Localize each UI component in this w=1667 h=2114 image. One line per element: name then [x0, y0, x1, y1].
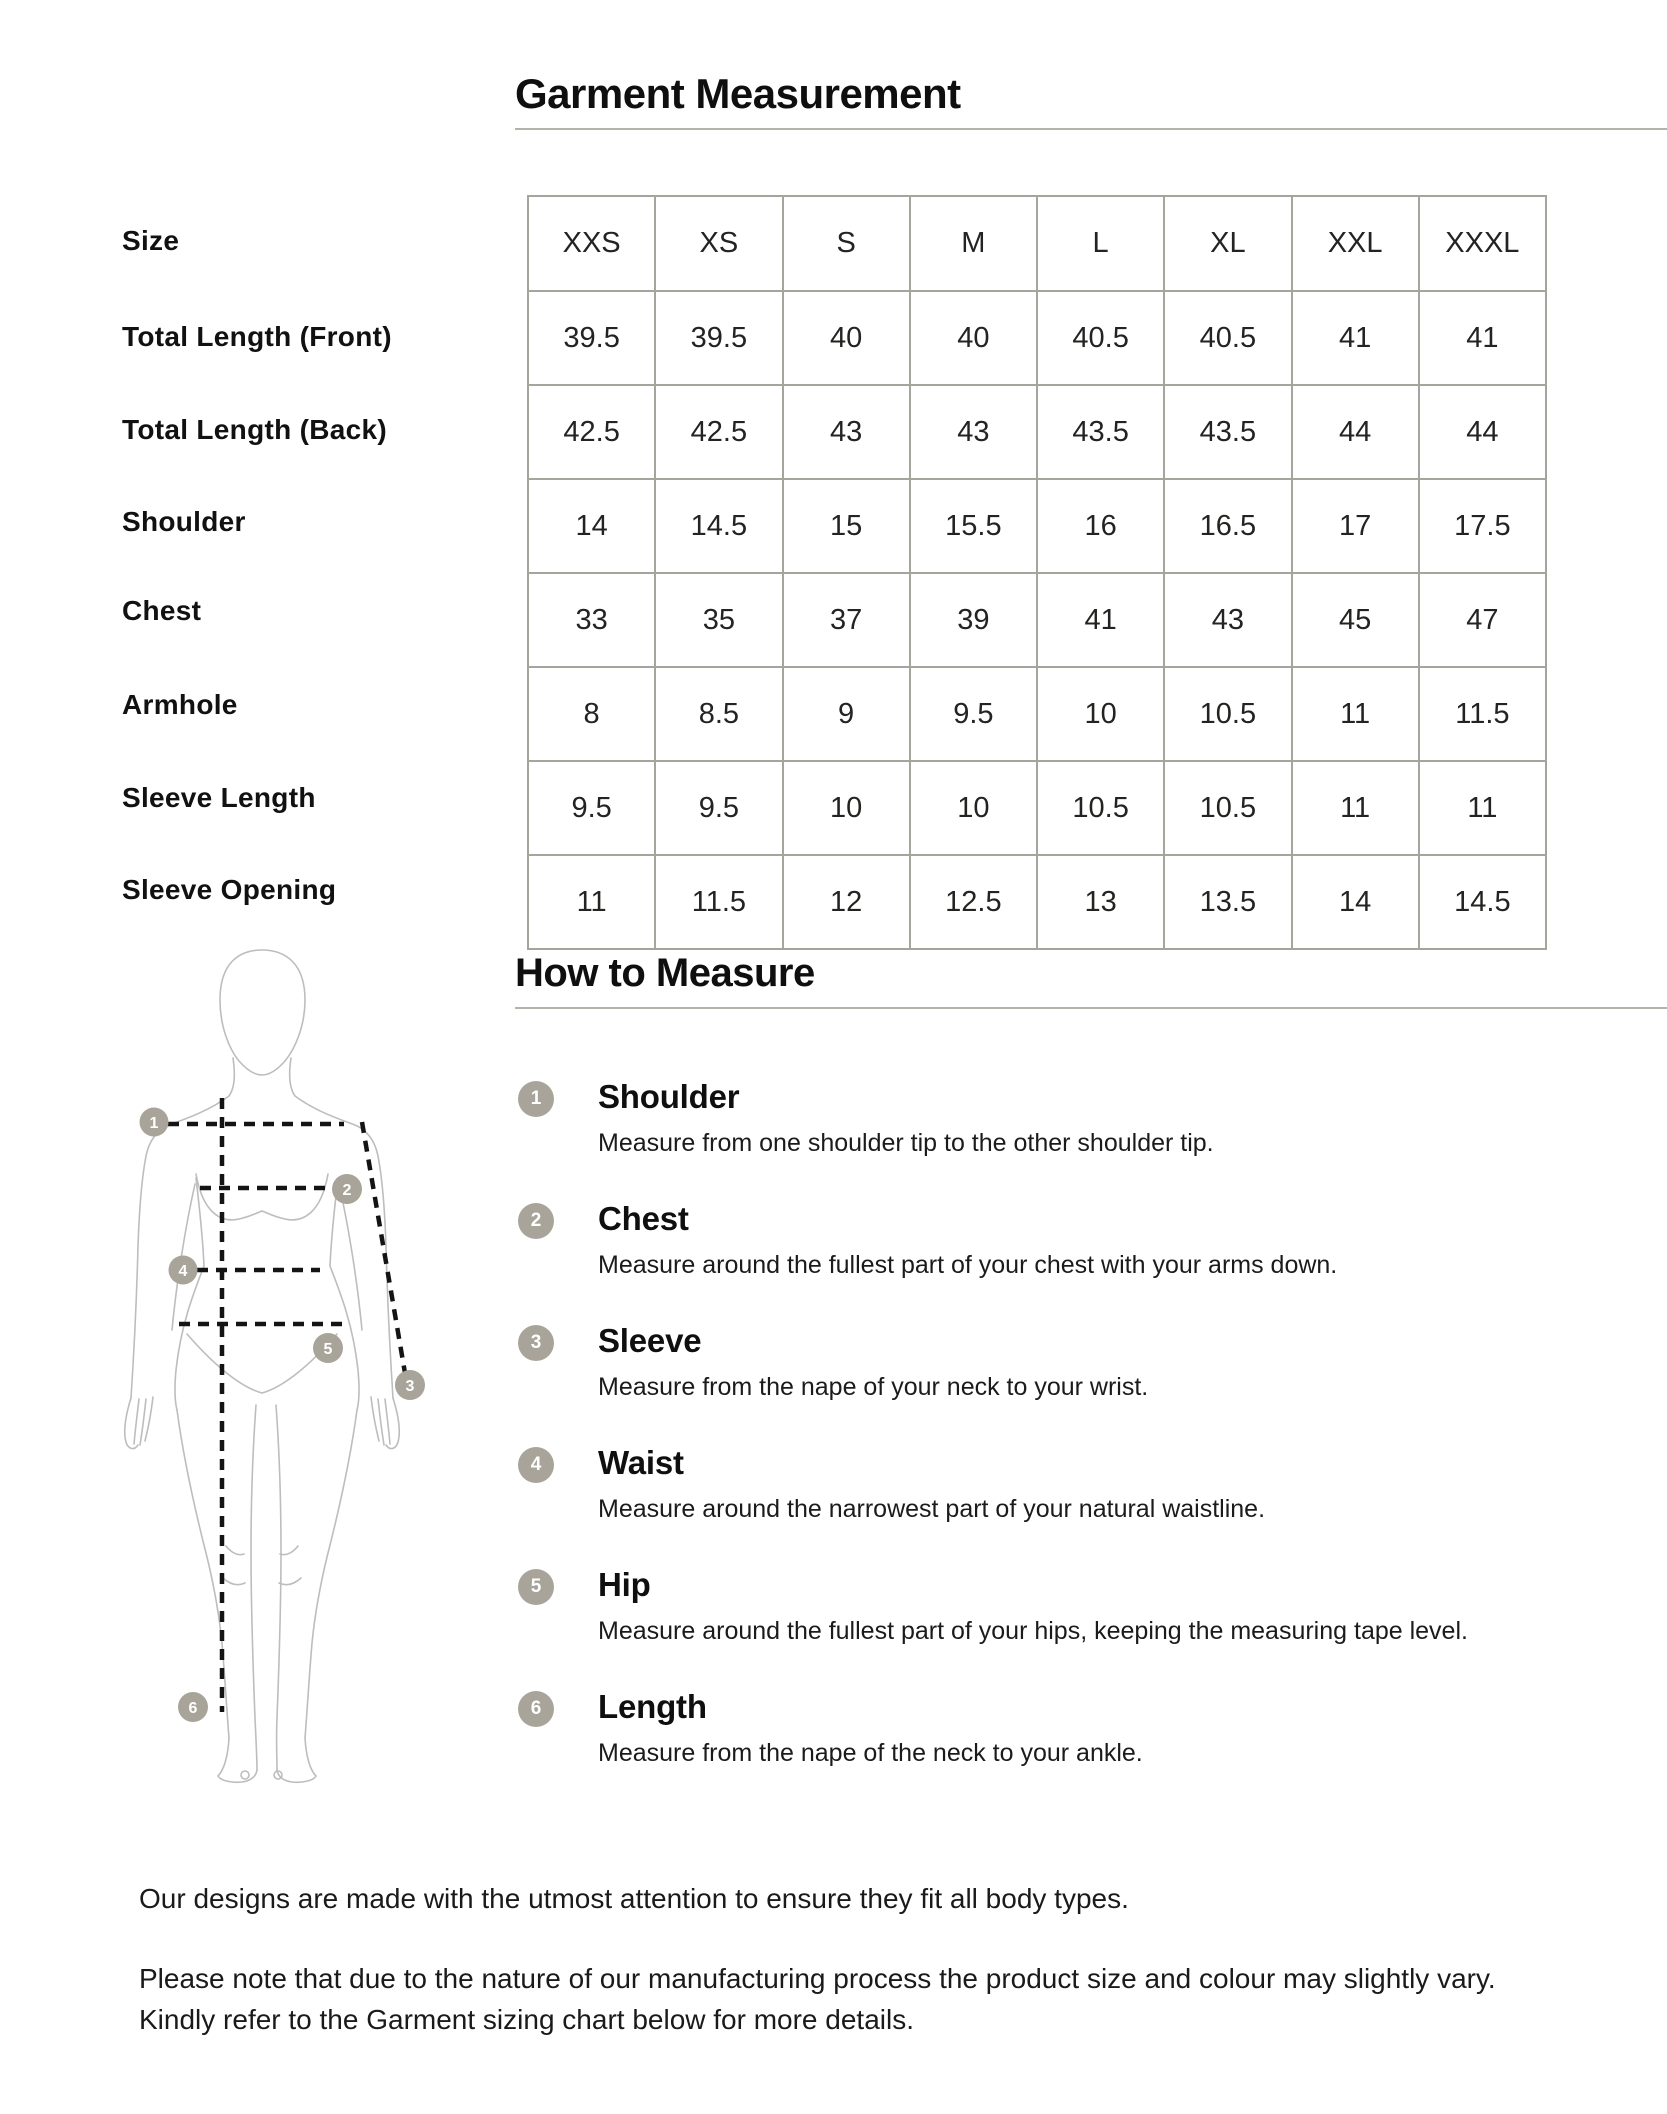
size-cell: 45	[1292, 573, 1419, 667]
size-row-label: Size	[122, 225, 180, 256]
size-cell: 14.5	[655, 479, 782, 573]
size-column-header: M	[910, 196, 1037, 291]
item-description: Measure around the fullest part of your chest with your arms down.	[598, 1251, 1338, 1279]
size-cell: 11	[1419, 761, 1546, 855]
size-cell: 9.5	[655, 761, 782, 855]
svg-text:3: 3	[405, 1378, 415, 1395]
size-column-header: L	[1037, 196, 1164, 291]
body-measurement-diagram	[90, 930, 450, 1800]
size-column-header: XXL	[1292, 196, 1419, 291]
size-column-header: XXXL	[1419, 196, 1546, 291]
size-cell: 43	[783, 385, 910, 479]
measurement-dashed-lines	[168, 1098, 405, 1712]
measure-item	[518, 1688, 1143, 1768]
size-cell: 17.5	[1419, 479, 1546, 573]
size-cell: 11	[1292, 667, 1419, 761]
footer-note-2: Please note that due to the nature of our manufacturing process the product size and colour may slightly vary.	[139, 1963, 1496, 1994]
size-cell: 13	[1037, 855, 1164, 949]
item-title: Length	[598, 1688, 707, 1725]
size-row	[528, 573, 1546, 667]
size-cell: 9.5	[528, 761, 655, 855]
size-row-label: Chest	[122, 595, 202, 626]
item-description: Measure from one shoulder tip to the other shoulder tip.	[598, 1129, 1214, 1157]
item-description: Measure from the nape of your neck to your wrist.	[598, 1373, 1149, 1401]
item-description: Measure from the nape of the neck to your ankle.	[598, 1739, 1143, 1767]
size-cell: 15	[783, 479, 910, 573]
size-cell: 12.5	[910, 855, 1037, 949]
measure-item	[518, 1444, 1265, 1524]
item-number-badge: 1	[518, 1081, 554, 1117]
size-cell: 42.5	[528, 385, 655, 479]
size-cell: 12	[783, 855, 910, 949]
how-to-measure-title: How to Measure	[515, 951, 815, 995]
size-cell: 10	[783, 761, 910, 855]
svg-text:4: 4	[178, 1263, 188, 1280]
size-cell: 43.5	[1164, 385, 1291, 479]
size-cell: 44	[1292, 385, 1419, 479]
size-cell: 11.5	[1419, 667, 1546, 761]
size-column-header: XL	[1164, 196, 1291, 291]
size-row-label: Sleeve Length	[122, 782, 316, 813]
size-cell: 39	[910, 573, 1037, 667]
item-number-badge: 3	[518, 1325, 554, 1361]
figure-badge-4	[169, 1256, 198, 1285]
size-column-header: XXS	[528, 196, 655, 291]
size-row	[528, 667, 1546, 761]
size-cell: 10	[1037, 667, 1164, 761]
figure-badge-5	[313, 1333, 343, 1363]
item-number-badge: 5	[518, 1569, 554, 1605]
item-title: Shoulder	[598, 1078, 740, 1115]
size-cell: 43.5	[1037, 385, 1164, 479]
item-number-badge: 2	[518, 1203, 554, 1239]
size-row-label: Sleeve Opening	[122, 874, 337, 905]
size-row-label: Armhole	[122, 689, 238, 720]
figure-badge-6	[178, 1692, 208, 1722]
size-cell: 44	[1419, 385, 1546, 479]
size-cell: 13.5	[1164, 855, 1291, 949]
size-column-header: XS	[655, 196, 782, 291]
size-cell: 14	[1292, 855, 1419, 949]
item-title: Hip	[598, 1566, 651, 1603]
size-cell: 35	[655, 573, 782, 667]
size-cell: 40.5	[1164, 291, 1291, 385]
size-row	[528, 761, 1546, 855]
item-title: Waist	[598, 1444, 684, 1481]
page-title: Garment Measurement	[515, 70, 961, 117]
svg-text:5: 5	[323, 1341, 333, 1358]
size-cell: 8.5	[655, 667, 782, 761]
size-cell: 10.5	[1164, 761, 1291, 855]
size-cell: 11.5	[655, 855, 782, 949]
item-description: Measure around the fullest part of your hips, keeping the measuring tape level.	[598, 1617, 1468, 1645]
how-to-divider	[515, 1007, 1667, 1009]
size-cell: 11	[528, 855, 655, 949]
body-outline	[125, 950, 399, 1782]
size-cell: 15.5	[910, 479, 1037, 573]
footer-note-1: Our designs are made with the utmost attention to ensure they fit all body types.	[139, 1883, 1129, 1914]
size-cell: 47	[1419, 573, 1546, 667]
size-row	[528, 291, 1546, 385]
size-cell: 37	[783, 573, 910, 667]
size-row	[528, 479, 1546, 573]
size-cell: 10.5	[1164, 667, 1291, 761]
item-title: Sleeve	[598, 1322, 702, 1359]
size-cell: 43	[910, 385, 1037, 479]
size-cell: 10	[910, 761, 1037, 855]
measure-item	[518, 1322, 1148, 1402]
size-cell: 39.5	[655, 291, 782, 385]
size-cell: 16.5	[1164, 479, 1291, 573]
size-cell: 41	[1419, 291, 1546, 385]
size-cell: 43	[1164, 573, 1291, 667]
size-cell: 9.5	[910, 667, 1037, 761]
size-cell: 40	[910, 291, 1037, 385]
size-cell: 40	[783, 291, 910, 385]
size-cell: 39.5	[528, 291, 655, 385]
size-cell: 41	[1037, 573, 1164, 667]
size-cell: 10.5	[1037, 761, 1164, 855]
size-cell: 16	[1037, 479, 1164, 573]
size-cell: 8	[528, 667, 655, 761]
footer-note-3: Kindly refer to the Garment sizing chart below for more details.	[139, 2004, 915, 2035]
size-cell: 33	[528, 573, 655, 667]
size-cell: 11	[1292, 761, 1419, 855]
size-chart-table	[527, 195, 1547, 950]
item-title: Chest	[598, 1200, 689, 1237]
title-divider	[515, 128, 1667, 130]
figure-badge-3	[395, 1370, 425, 1400]
size-row-label: Total Length (Front)	[122, 321, 392, 352]
size-cell: 14	[528, 479, 655, 573]
size-cell: 40.5	[1037, 291, 1164, 385]
figure-badge-1	[140, 1108, 169, 1137]
svg-text:6: 6	[188, 1700, 198, 1717]
size-row	[528, 385, 1546, 479]
item-number-badge: 4	[518, 1447, 554, 1483]
size-cell: 9	[783, 667, 910, 761]
size-row-label: Shoulder	[122, 506, 246, 537]
size-chart-row-labels	[0, 0, 515, 940]
figure-badge-2	[332, 1174, 362, 1204]
size-cell: 42.5	[655, 385, 782, 479]
item-number-badge: 6	[518, 1691, 554, 1727]
measure-line-sleeve	[362, 1122, 405, 1373]
size-cell: 14.5	[1419, 855, 1546, 949]
size-cell: 41	[1292, 291, 1419, 385]
svg-text:2: 2	[342, 1182, 352, 1199]
measure-item	[518, 1566, 1468, 1646]
size-cell: 17	[1292, 479, 1419, 573]
figure-badges	[140, 1108, 426, 1723]
svg-text:1: 1	[149, 1115, 159, 1132]
size-header-row	[528, 196, 1546, 291]
measure-item	[518, 1200, 1337, 1280]
size-row	[528, 855, 1546, 949]
size-row-label: Total Length (Back)	[122, 414, 387, 445]
size-column-header: S	[783, 196, 910, 291]
measure-item	[518, 1078, 1214, 1158]
item-description: Measure around the narrowest part of your natural waistline.	[598, 1495, 1266, 1523]
